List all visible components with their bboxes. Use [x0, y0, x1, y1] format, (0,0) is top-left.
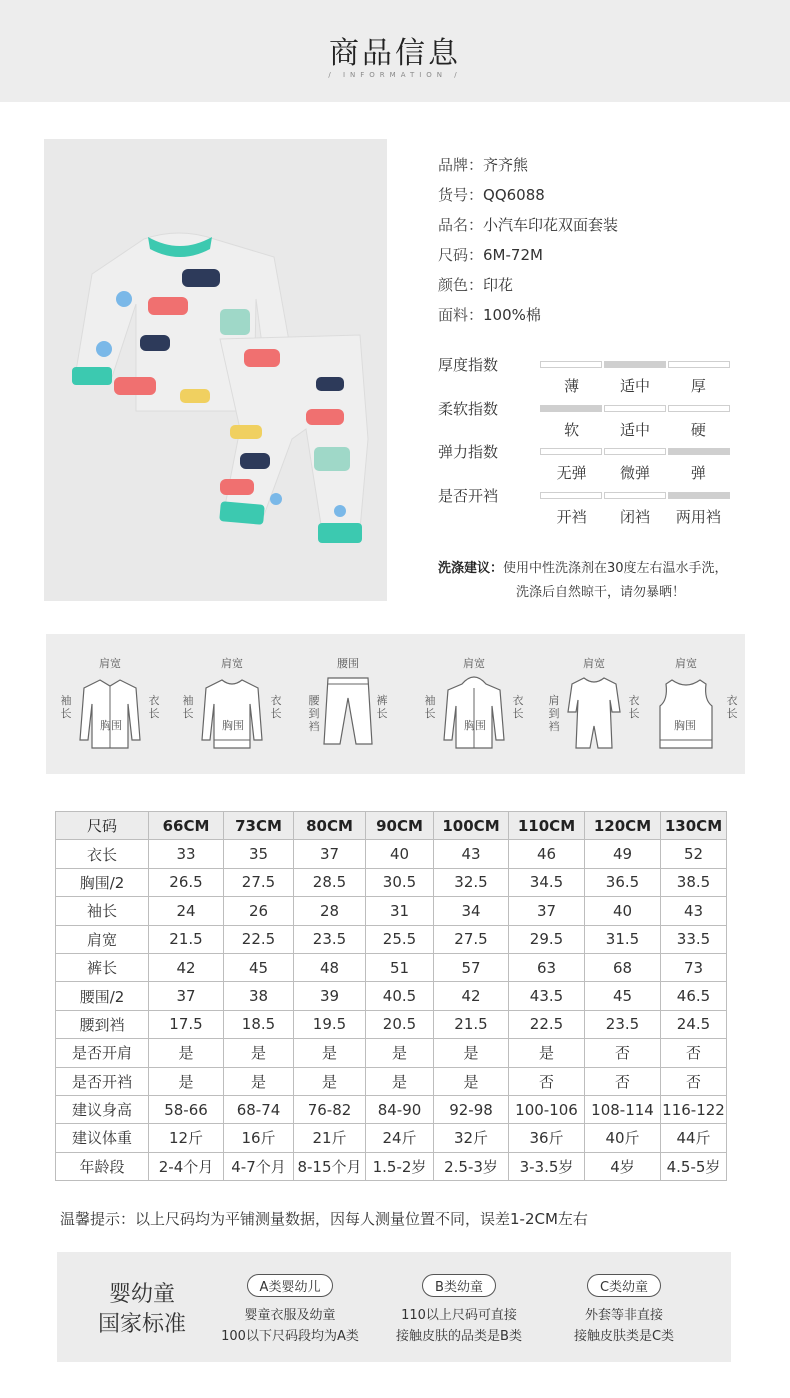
table-cell: 是 [294, 1039, 366, 1067]
table-cell: 68 [585, 953, 661, 981]
table-row [56, 868, 727, 896]
table-row-label: 肩宽 [56, 925, 149, 953]
table-header-cell: 66CM [149, 812, 224, 840]
wash-advice: 洗涤建议：使用中性洗涤剂在30度左右温水手洗， 洗涤后自然晾干，请勿暴晒！ [438, 561, 728, 600]
table-cell: 35 [224, 840, 294, 868]
table-cell: 49 [585, 840, 661, 868]
table-row-label: 衣长 [56, 840, 149, 868]
table-cell: 24 [149, 897, 224, 925]
index-segment [668, 448, 730, 455]
table-cell: 100-106 [509, 1095, 585, 1123]
info-row-size: 尺码：6M-72M [438, 246, 543, 264]
table-cell: 40.5 [366, 982, 434, 1010]
table-header-cell: 130CM [661, 812, 727, 840]
table-cell: 32斤 [434, 1124, 509, 1152]
table-cell: 2.5-3岁 [434, 1152, 509, 1180]
pajama-set-illustration [44, 139, 387, 601]
pants-icon [316, 676, 380, 750]
table-cell: 4.5-5岁 [661, 1152, 727, 1180]
table-cell: 否 [661, 1039, 727, 1067]
index-segment [668, 361, 730, 368]
table-row [56, 897, 727, 925]
table-cell: 1.5-2岁 [366, 1152, 434, 1180]
table-cell: 32.5 [434, 868, 509, 896]
index-segment [540, 448, 602, 455]
table-cell: 2-4个月 [149, 1152, 224, 1180]
table-cell: 25.5 [366, 925, 434, 953]
table-cell: 31.5 [585, 925, 661, 953]
table-row-label: 胸围/2 [56, 868, 149, 896]
table-row [56, 1124, 727, 1152]
table-row-label: 腰围/2 [56, 982, 149, 1010]
size-table [55, 811, 727, 1181]
info-row-color: 颜色：印花 [438, 276, 514, 294]
diagram-romper: 肩宽 肩到裆 衣长 [536, 634, 652, 774]
table-cell: 17.5 [149, 1010, 224, 1038]
table-cell: 52 [661, 840, 727, 868]
table-cell: 28.5 [294, 868, 366, 896]
table-cell: 19.5 [294, 1010, 366, 1038]
table-row-label: 年龄段 [56, 1152, 149, 1180]
table-header-cell: 80CM [294, 812, 366, 840]
product-info-list [438, 150, 778, 330]
table-row [56, 1067, 727, 1095]
table-row [56, 953, 727, 981]
table-cell: 40斤 [585, 1124, 661, 1152]
table-cell: 38 [224, 982, 294, 1010]
table-row-label: 腰到裆 [56, 1010, 149, 1038]
table-cell: 108-114 [585, 1095, 661, 1123]
table-row-label: 裤长 [56, 953, 149, 981]
table-cell: 是 [509, 1039, 585, 1067]
info-row-brand: 品牌：齐齐熊 [438, 156, 529, 174]
table-cell: 22.5 [224, 925, 294, 953]
table-cell: 58-66 [149, 1095, 224, 1123]
index-segment [604, 448, 666, 455]
table-cell: 28 [294, 897, 366, 925]
table-cell: 46.5 [661, 982, 727, 1010]
table-cell: 24.5 [661, 1010, 727, 1038]
table-cell: 38.5 [661, 868, 727, 896]
table-cell: 45 [585, 982, 661, 1010]
table-cell: 8-15个月 [294, 1152, 366, 1180]
table-cell: 20.5 [366, 1010, 434, 1038]
page-subtitle: / INFORMATION / [328, 71, 462, 79]
table-cell: 31 [366, 897, 434, 925]
table-cell: 24斤 [366, 1124, 434, 1152]
table-cell: 84-90 [366, 1095, 434, 1123]
table-row [56, 1152, 727, 1180]
page-title: 商品信息 [329, 36, 461, 71]
table-cell: 是 [149, 1067, 224, 1095]
index-segment [540, 492, 602, 499]
diagram-shirt: 肩宽 袖长 衣长 胸围 [52, 634, 168, 774]
table-cell: 73 [661, 953, 727, 981]
table-cell: 27.5 [224, 868, 294, 896]
index-segment [668, 405, 730, 412]
product-photo [44, 139, 387, 601]
table-row [56, 925, 727, 953]
table-cell: 116-122 [661, 1095, 727, 1123]
table-cell: 29.5 [509, 925, 585, 953]
table-cell: 12斤 [149, 1124, 224, 1152]
table-cell: 40 [366, 840, 434, 868]
table-cell: 44斤 [661, 1124, 727, 1152]
standard-heading: 婴幼童 国家标准 [97, 1282, 186, 1337]
index-segment [604, 361, 666, 368]
table-cell: 42 [434, 982, 509, 1010]
table-cell: 是 [224, 1067, 294, 1095]
table-cell: 是 [434, 1039, 509, 1067]
table-cell: 18.5 [224, 1010, 294, 1038]
diagram-pants: 腰围 腰到裆 裤长 [290, 634, 406, 774]
table-row [56, 982, 727, 1010]
index-bar [540, 405, 730, 412]
table-cell: 51 [366, 953, 434, 981]
index-elasticity: 弹力指数 无弹 微弹 弹 [438, 435, 758, 479]
table-cell: 4岁 [585, 1152, 661, 1180]
table-row [56, 840, 727, 868]
table-row [56, 1010, 727, 1038]
table-cell: 16斤 [224, 1124, 294, 1152]
table-row [56, 1095, 727, 1123]
table-cell: 36.5 [585, 868, 661, 896]
table-cell: 34 [434, 897, 509, 925]
table-cell: 是 [294, 1067, 366, 1095]
measurement-diagrams [46, 634, 745, 774]
table-cell: 26.5 [149, 868, 224, 896]
table-row-label: 是否开肩 [56, 1039, 149, 1067]
table-cell: 57 [434, 953, 509, 981]
table-header-cell: 100CM [434, 812, 509, 840]
standard-class-c: C类幼童 外套等非直接 接触皮肤类是C类 [539, 1274, 709, 1347]
table-cell: 37 [294, 840, 366, 868]
table-header-cell: 110CM [509, 812, 585, 840]
table-cell: 26 [224, 897, 294, 925]
info-row-sku: 货号：QQ6088 [438, 186, 545, 204]
table-cell: 否 [585, 1067, 661, 1095]
diagram-vest: 肩宽 衣长 胸围 [628, 634, 744, 774]
table-header-cell: 90CM [366, 812, 434, 840]
table-cell: 30.5 [366, 868, 434, 896]
table-cell: 63 [509, 953, 585, 981]
table-header-cell: 73CM [224, 812, 294, 840]
index-bar [540, 361, 730, 368]
index-segment [668, 492, 730, 499]
table-cell: 是 [366, 1067, 434, 1095]
index-segment [604, 405, 666, 412]
table-row-label: 袖长 [56, 897, 149, 925]
table-cell: 22.5 [509, 1010, 585, 1038]
table-cell: 4-7个月 [224, 1152, 294, 1180]
table-cell: 76-82 [294, 1095, 366, 1123]
section-header [0, 0, 790, 102]
standard-class-b: B类幼童 110以上尺码可直接 接触皮肤的品类是B类 [374, 1274, 544, 1347]
table-header-cell: 尺码 [56, 812, 149, 840]
hoodie-icon [442, 676, 506, 750]
table-cell: 43 [661, 897, 727, 925]
table-cell: 43.5 [509, 982, 585, 1010]
table-cell: 21斤 [294, 1124, 366, 1152]
table-cell: 否 [509, 1067, 585, 1095]
table-cell: 是 [224, 1039, 294, 1067]
info-row-fabric: 面料：100%棉 [438, 306, 541, 324]
table-cell: 是 [149, 1039, 224, 1067]
table-cell: 39 [294, 982, 366, 1010]
national-standard [57, 1252, 731, 1362]
table-cell: 否 [585, 1039, 661, 1067]
diagram-sweater: 肩宽 袖长 衣长 胸围 [174, 634, 290, 774]
table-cell: 36斤 [509, 1124, 585, 1152]
romper-icon [562, 676, 626, 750]
table-cell: 是 [366, 1039, 434, 1067]
table-header-row [56, 812, 727, 840]
table-cell: 21.5 [434, 1010, 509, 1038]
table-row-label: 是否开裆 [56, 1067, 149, 1095]
index-segment [540, 405, 602, 412]
table-cell: 21.5 [149, 925, 224, 953]
table-cell: 68-74 [224, 1095, 294, 1123]
index-thickness: 厚度指数 薄 适中 厚 [438, 348, 758, 392]
shirt-icon [78, 676, 142, 750]
index-segment [540, 361, 602, 368]
sweater-icon [200, 676, 264, 750]
index-bar [540, 448, 730, 455]
table-cell: 33 [149, 840, 224, 868]
table-cell: 33.5 [661, 925, 727, 953]
index-crotch: 是否开裆 开裆 闭裆 两用裆 [438, 479, 758, 523]
table-cell: 48 [294, 953, 366, 981]
table-cell: 34.5 [509, 868, 585, 896]
index-segment [604, 492, 666, 499]
size-tip: 温馨提示：以上尺码均为平铺测量数据，因每人测量位置不同，误差1-2CM左右 [60, 1210, 588, 1228]
table-cell: 是 [434, 1067, 509, 1095]
standard-class-a: A类婴幼儿 婴童衣服及幼童 100以下尺码段均为A类 [205, 1274, 375, 1347]
info-row-name: 品名：小汽车印花双面套装 [438, 216, 619, 234]
index-softness: 柔软指数 软 适中 硬 [438, 392, 758, 436]
index-bar [540, 492, 730, 499]
table-row-label: 建议体重 [56, 1124, 149, 1152]
table-cell: 23.5 [585, 1010, 661, 1038]
table-cell: 42 [149, 953, 224, 981]
table-cell: 37 [149, 982, 224, 1010]
table-cell: 46 [509, 840, 585, 868]
table-cell: 45 [224, 953, 294, 981]
table-row [56, 1039, 727, 1067]
table-cell: 否 [661, 1067, 727, 1095]
table-cell: 92-98 [434, 1095, 509, 1123]
table-cell: 27.5 [434, 925, 509, 953]
table-cell: 23.5 [294, 925, 366, 953]
table-cell: 40 [585, 897, 661, 925]
table-cell: 37 [509, 897, 585, 925]
table-cell: 3-3.5岁 [509, 1152, 585, 1180]
table-header-cell: 120CM [585, 812, 661, 840]
table-row-label: 建议身高 [56, 1095, 149, 1123]
vest-icon [654, 676, 718, 750]
diagram-hoodie: 肩宽 袖长 衣长 胸围 [416, 634, 532, 774]
table-cell: 43 [434, 840, 509, 868]
